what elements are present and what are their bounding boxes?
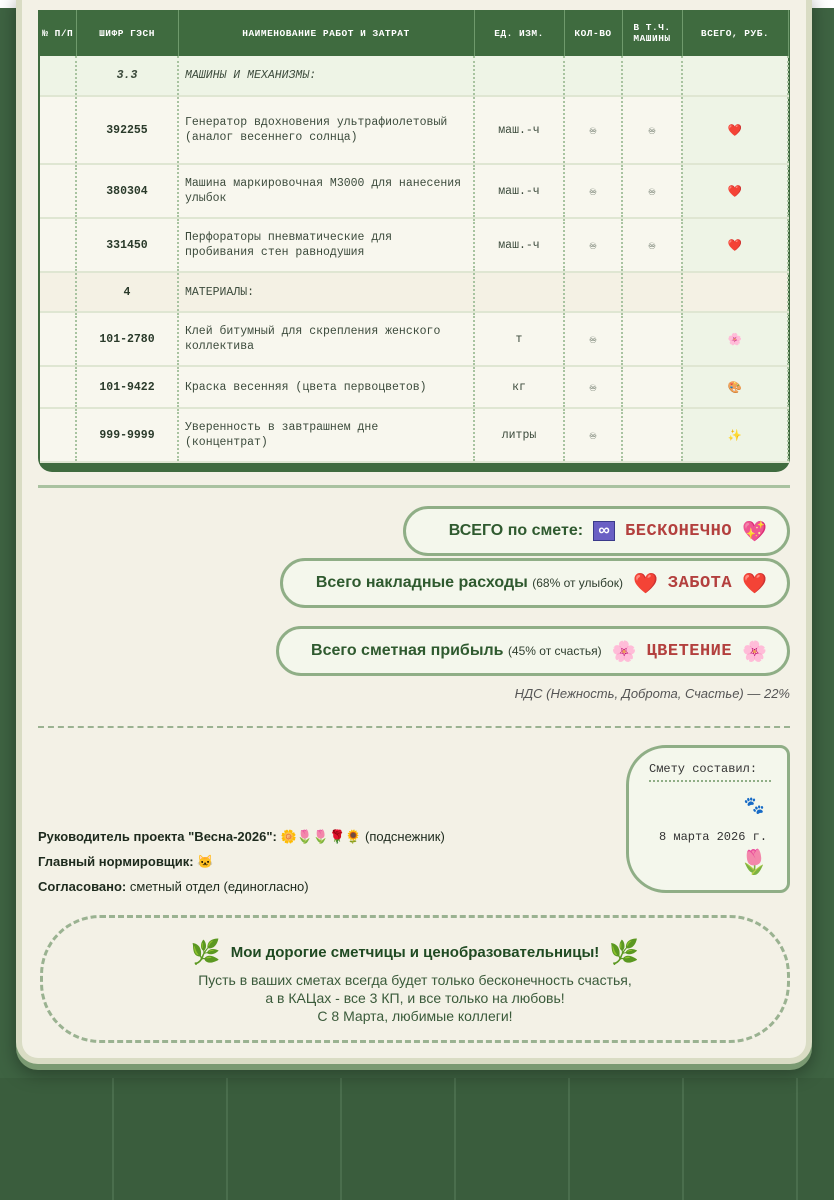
cell-num — [40, 366, 76, 408]
cell-code: 101-9422 — [76, 366, 178, 408]
table-row — [40, 96, 788, 164]
overhead-value: ЗАБОТА — [667, 573, 733, 593]
agreed-label: Согласовано: — [38, 879, 127, 894]
project-lead-note: (подснежник) — [365, 829, 445, 844]
cell-total — [682, 56, 788, 96]
herb-icon: 🌿 — [609, 939, 640, 966]
table-section-row — [40, 272, 788, 312]
cell-num — [40, 408, 76, 462]
cell-qty — [564, 272, 622, 312]
cell-qty: ♾ — [564, 312, 622, 366]
cell-name: Уверенность в завтрашнем дне (концентрат) — [178, 408, 474, 462]
cell-name: Генератор вдохновения ультрафиолетовый (аналог весеннего солнца) — [178, 96, 474, 164]
cell-unit: т — [474, 312, 564, 366]
cell-code: 380304 — [76, 164, 178, 218]
cell-unit: маш.-ч — [474, 218, 564, 272]
compiler-label: Смету составил: — [649, 762, 771, 782]
col-header-num: № П/П — [40, 10, 76, 56]
cell-qty: ♾ — [564, 164, 622, 218]
agreed-value: сметный отдел (единогласно) — [129, 879, 309, 894]
greeting-title: Мои дорогие сметчицы и ценобразовательницы! — [230, 944, 600, 961]
col-header-qty: КОЛ-ВО — [564, 10, 622, 56]
cell-name: Краска весенняя (цвета первоцветов) — [178, 366, 474, 408]
cell-unit — [474, 272, 564, 312]
cell-unit — [474, 56, 564, 96]
heart-icon: ❤️ — [742, 572, 767, 595]
cell-total: 🎨 — [682, 366, 788, 408]
vat-note: НДС (Нежность, Доброта, Счастье) — 22% — [514, 686, 790, 701]
greeting-line-1: Пусть в ваших сметах всегда будет только бесконечность счастья, — [198, 972, 632, 988]
infinity-icon: ∞ — [593, 521, 615, 541]
profit-label-text: Всего сметная прибыль — [311, 642, 504, 659]
col-header-machines: В Т.Ч. МАШИНЫ — [622, 10, 682, 56]
cell-machines: ♾ — [622, 218, 682, 272]
cell-num — [40, 56, 76, 96]
section-divider — [38, 485, 790, 488]
cell-code: 101-2780 — [76, 312, 178, 366]
profit-value: ЦВЕТЕНИЕ — [646, 641, 733, 661]
cell-qty: ♾ — [564, 366, 622, 408]
cell-machines — [622, 366, 682, 408]
cell-unit: маш.-ч — [474, 164, 564, 218]
total-estimate-value: БЕСКОНЕЧНО — [625, 521, 733, 541]
cell-code: 331450 — [76, 218, 178, 272]
cell-code: 3.3 — [76, 56, 178, 96]
greeting-line-3: С 8 Марта, любимые коллеги! — [317, 1008, 513, 1024]
compiler-date: 8 марта 2026 г. — [659, 830, 768, 844]
cell-name: МАШИНЫ И МЕХАНИЗМЫ: — [178, 56, 474, 96]
cell-qty: ♾ — [564, 218, 622, 272]
cell-unit: маш.-ч — [474, 96, 564, 164]
cell-name: МАТЕРИАЛЫ: — [178, 272, 474, 312]
cell-total — [682, 272, 788, 312]
cherry-blossom-icon: 🌸 — [742, 640, 767, 663]
heart-icon: ❤️ — [632, 572, 658, 595]
greeting-card — [40, 915, 790, 1043]
paw-prints-icon: 🐾 — [743, 798, 765, 817]
table-row — [40, 366, 788, 408]
table-section-row — [40, 56, 788, 96]
tulip-icon: 🌷 — [739, 851, 769, 878]
greeting-title-row — [43, 938, 787, 967]
sparkling-heart-icon: 💖 — [742, 520, 767, 543]
cell-qty: ♾ — [564, 408, 622, 462]
profit-pill — [276, 626, 790, 676]
total-estimate-pill — [403, 506, 790, 556]
cell-qty: ♾ — [564, 96, 622, 164]
page-backdrop — [0, 1078, 834, 1200]
cell-num — [40, 96, 76, 164]
overhead-label-text: Всего накладные расходы — [315, 574, 528, 591]
signoff-block — [38, 824, 445, 899]
cell-unit: литры — [474, 408, 564, 462]
overhead-note: (68% от улыбок) — [532, 576, 623, 590]
table-row — [40, 218, 788, 272]
table-row — [40, 164, 788, 218]
cat-icon: 🐱 — [197, 854, 214, 869]
table-row — [40, 312, 788, 366]
table-row — [40, 408, 788, 462]
cell-num — [40, 312, 76, 366]
cell-machines — [622, 408, 682, 462]
cell-total: ✨ — [682, 408, 788, 462]
cell-qty — [564, 56, 622, 96]
cell-total: ❤️ — [682, 164, 788, 218]
estimate-table-wrap — [38, 10, 790, 472]
cell-name: Машина маркировочная М3000 для нанесения улыбок — [178, 164, 474, 218]
compiler-card — [626, 745, 790, 893]
cell-total: 🌸 — [682, 312, 788, 366]
cell-name: Клей битумный для скрепления женского коллектива — [178, 312, 474, 366]
profit-label — [311, 642, 602, 660]
cell-unit: кг — [474, 366, 564, 408]
agreed-line — [38, 874, 445, 899]
profit-note: (45% от счастья) — [507, 644, 602, 658]
total-estimate-label: ВСЕГО по смете: — [448, 522, 584, 539]
chief-normer-label: Главный нормировщик: — [38, 854, 194, 869]
cell-machines — [622, 272, 682, 312]
cell-total: ❤️ — [682, 96, 788, 164]
cell-name: Перфораторы пневматические для пробивания стен равнодушия — [178, 218, 474, 272]
project-lead-label: Руководитель проекта "Весна-2026": — [38, 829, 277, 844]
project-lead-line — [38, 824, 445, 849]
cell-machines — [622, 56, 682, 96]
cherry-blossom-icon: 🌸 — [611, 640, 637, 663]
cell-machines — [622, 312, 682, 366]
col-header-code: ШИФР ГЭСН — [76, 10, 178, 56]
cell-code: 4 — [76, 272, 178, 312]
cell-num — [40, 164, 76, 218]
col-header-name: НАИМЕНОВАНИЕ РАБОТ И ЗАТРАТ — [178, 10, 474, 56]
col-header-unit: ЕД. ИЗМ. — [474, 10, 564, 56]
cell-machines: ♾ — [622, 164, 682, 218]
col-header-total: ВСЕГО, РУБ. — [682, 10, 788, 56]
greeting-line-2: а в КАЦах - все 3 КП, и все только на любовь! — [265, 990, 565, 1006]
cell-num — [40, 272, 76, 312]
dashed-divider — [38, 726, 790, 728]
flowers-icon: 🌼🌷🌷🌹🌻 — [280, 829, 362, 844]
cell-num — [40, 218, 76, 272]
overhead-label — [316, 574, 623, 592]
herb-icon: 🌿 — [190, 939, 221, 966]
estimate-table — [40, 10, 789, 463]
cell-machines: ♾ — [622, 96, 682, 164]
table-header-row — [40, 10, 788, 56]
cell-total: ❤️ — [682, 218, 788, 272]
chief-normer-line — [38, 849, 445, 874]
cell-code: 392255 — [76, 96, 178, 164]
cell-code: 999-9999 — [76, 408, 178, 462]
overhead-pill — [280, 558, 790, 608]
